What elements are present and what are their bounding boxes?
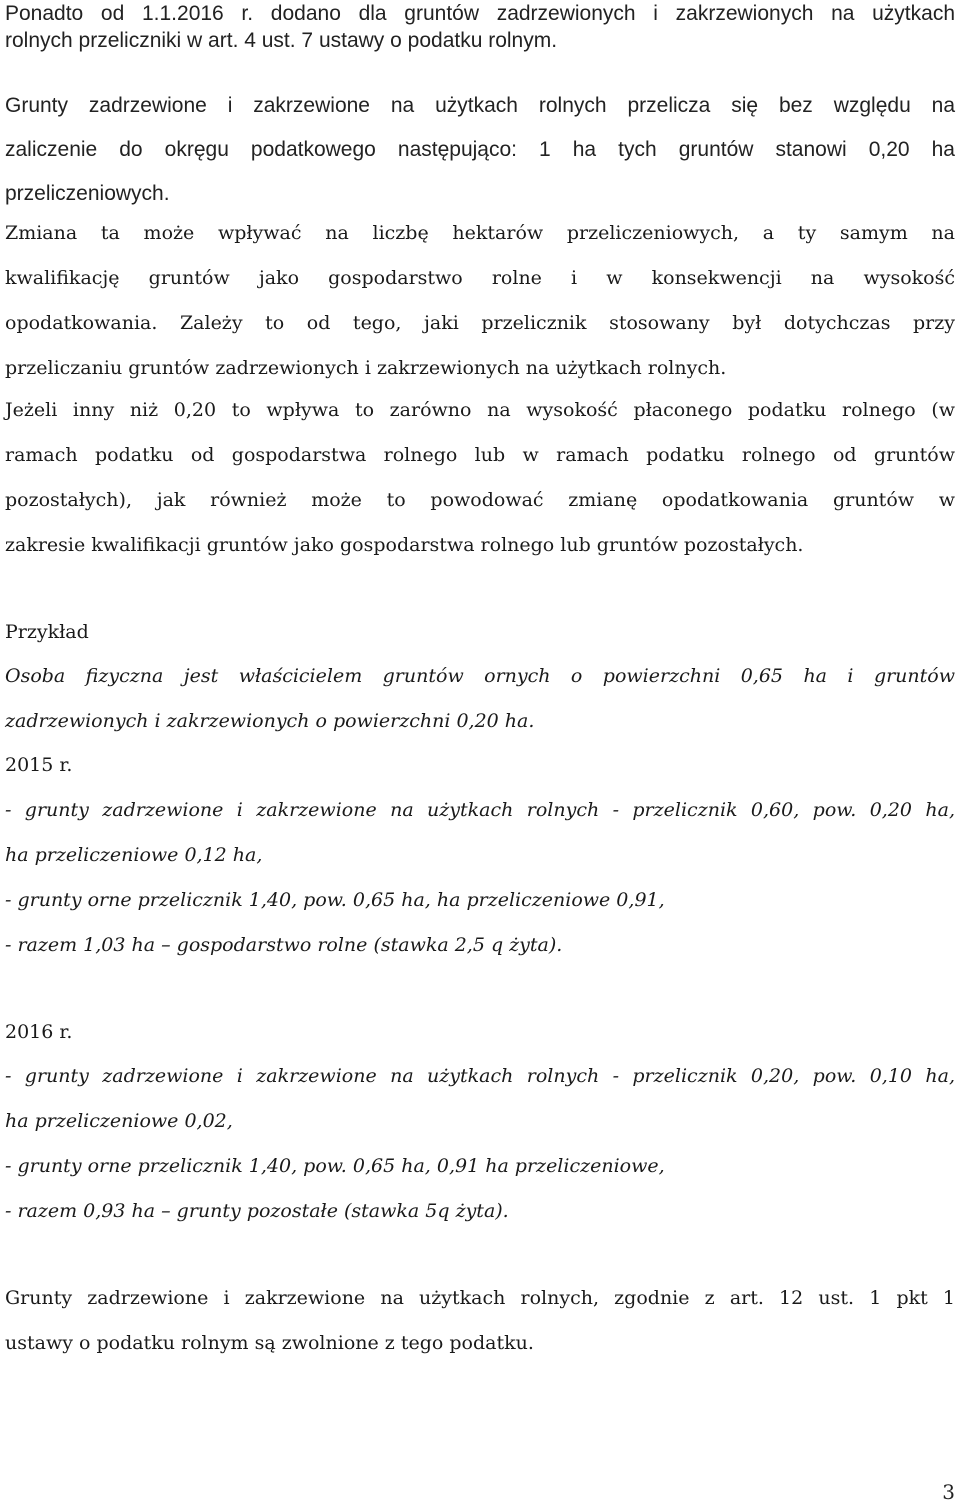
- year-2016-label: 2016 r.: [5, 1021, 73, 1043]
- example-description: [5, 654, 955, 744]
- consequence-paragraph: [5, 388, 955, 568]
- page-number: 3: [942, 1480, 955, 1504]
- rule-line-3: przeliczeniowych.: [5, 182, 170, 205]
- intro-line-2: rolnych przeliczniki w art. 4 ust. 7 ustawy o podatku rolnym.: [5, 29, 558, 52]
- year-2015-list: [5, 788, 955, 968]
- consequence-line-3: pozostałych), jak również może to powodować zmianę opodatkowania gruntów w: [5, 489, 955, 511]
- consequence-line-2: ramach podatku od gospodarstwa rolnego lub w ramach podatku rolnego od gruntów: [5, 444, 955, 466]
- consequence-line-4: zakresie kwalifikacji gruntów jako gospodarstwa rolnego lub gruntów pozostałych.: [5, 534, 804, 556]
- rule-line-1: Grunty zadrzewione i zakrzewione na użytkach rolnych przelicza się bez względu na: [5, 94, 955, 117]
- example-description-line-2: zadrzewionych i zakrzewionych o powierzchni 0,20 ha.: [5, 710, 535, 732]
- rule-line-2: zaliczenie do okręgu podatkowego następująco: 1 ha tych gruntów stanowi 0,20 ha: [5, 138, 955, 161]
- impact-line-4: przeliczaniu gruntów zadrzewionych i zakrzewionych na użytkach rolnych.: [5, 357, 727, 379]
- exemption-line-2: ustawy o podatku rolnym są zwolnione z tego podatku.: [5, 1332, 534, 1354]
- list-item-continuation: ha przeliczeniowe 0,12 ha,: [5, 844, 263, 866]
- impact-line-2: kwalifikację gruntów jako gospodarstwo rolne i w konsekwencji na wysokość: [5, 267, 955, 289]
- impact-line-1: Zmiana ta może wpływać na liczbę hektarów przeliczeniowych, a ty samym na: [5, 222, 955, 244]
- list-item-total: - razem 0,93 ha – grunty pozostałe (stawka 5q żyta).: [5, 1200, 509, 1222]
- list-item: - grunty zadrzewione i zakrzewione na użytkach rolnych - przelicznik 0,60, pow. 0,20 ha,: [5, 799, 955, 821]
- list-item: - grunty orne przelicznik 1,40, pow. 0,65 ha, 0,91 ha przeliczeniowe,: [5, 1155, 665, 1177]
- intro-line-1: Ponadto od 1.1.2016 r. dodano dla gruntów zadrzewionych i zakrzewionych na użytkach: [5, 2, 955, 25]
- example-description-line-1: Osoba fizyczna jest właścicielem gruntów ornych o powierzchni 0,65 ha i gruntów: [5, 665, 955, 687]
- list-item: - grunty zadrzewione i zakrzewione na użytkach rolnych - przelicznik 0,20, pow. 0,10 ha,: [5, 1065, 955, 1087]
- year-2015-label: 2015 r.: [5, 754, 73, 776]
- exemption-paragraph: [5, 1276, 955, 1366]
- intro-paragraph: [5, 0, 955, 54]
- rule-paragraph: [5, 84, 955, 216]
- impact-line-3: opodatkowania. Zależy to od tego, jaki przelicznik stosowany był dotychczas przy: [5, 312, 955, 334]
- list-item-continuation: ha przeliczeniowe 0,02,: [5, 1110, 233, 1132]
- year-2016-list: [5, 1054, 955, 1234]
- exemption-line-1: Grunty zadrzewione i zakrzewione na użytkach rolnych, zgodnie z art. 12 ust. 1 pkt 1: [5, 1287, 955, 1309]
- consequence-line-1: Jeżeli inny niż 0,20 to wpływa to zarówno na wysokość płaconego podatku rolnego (w: [5, 399, 955, 421]
- impact-paragraph: [5, 211, 955, 391]
- list-item-total: - razem 1,03 ha – gospodarstwo rolne (stawka 2,5 q żyta).: [5, 934, 563, 956]
- example-heading: Przykład: [5, 621, 89, 643]
- list-item: - grunty orne przelicznik 1,40, pow. 0,65 ha, ha przeliczeniowe 0,91,: [5, 889, 665, 911]
